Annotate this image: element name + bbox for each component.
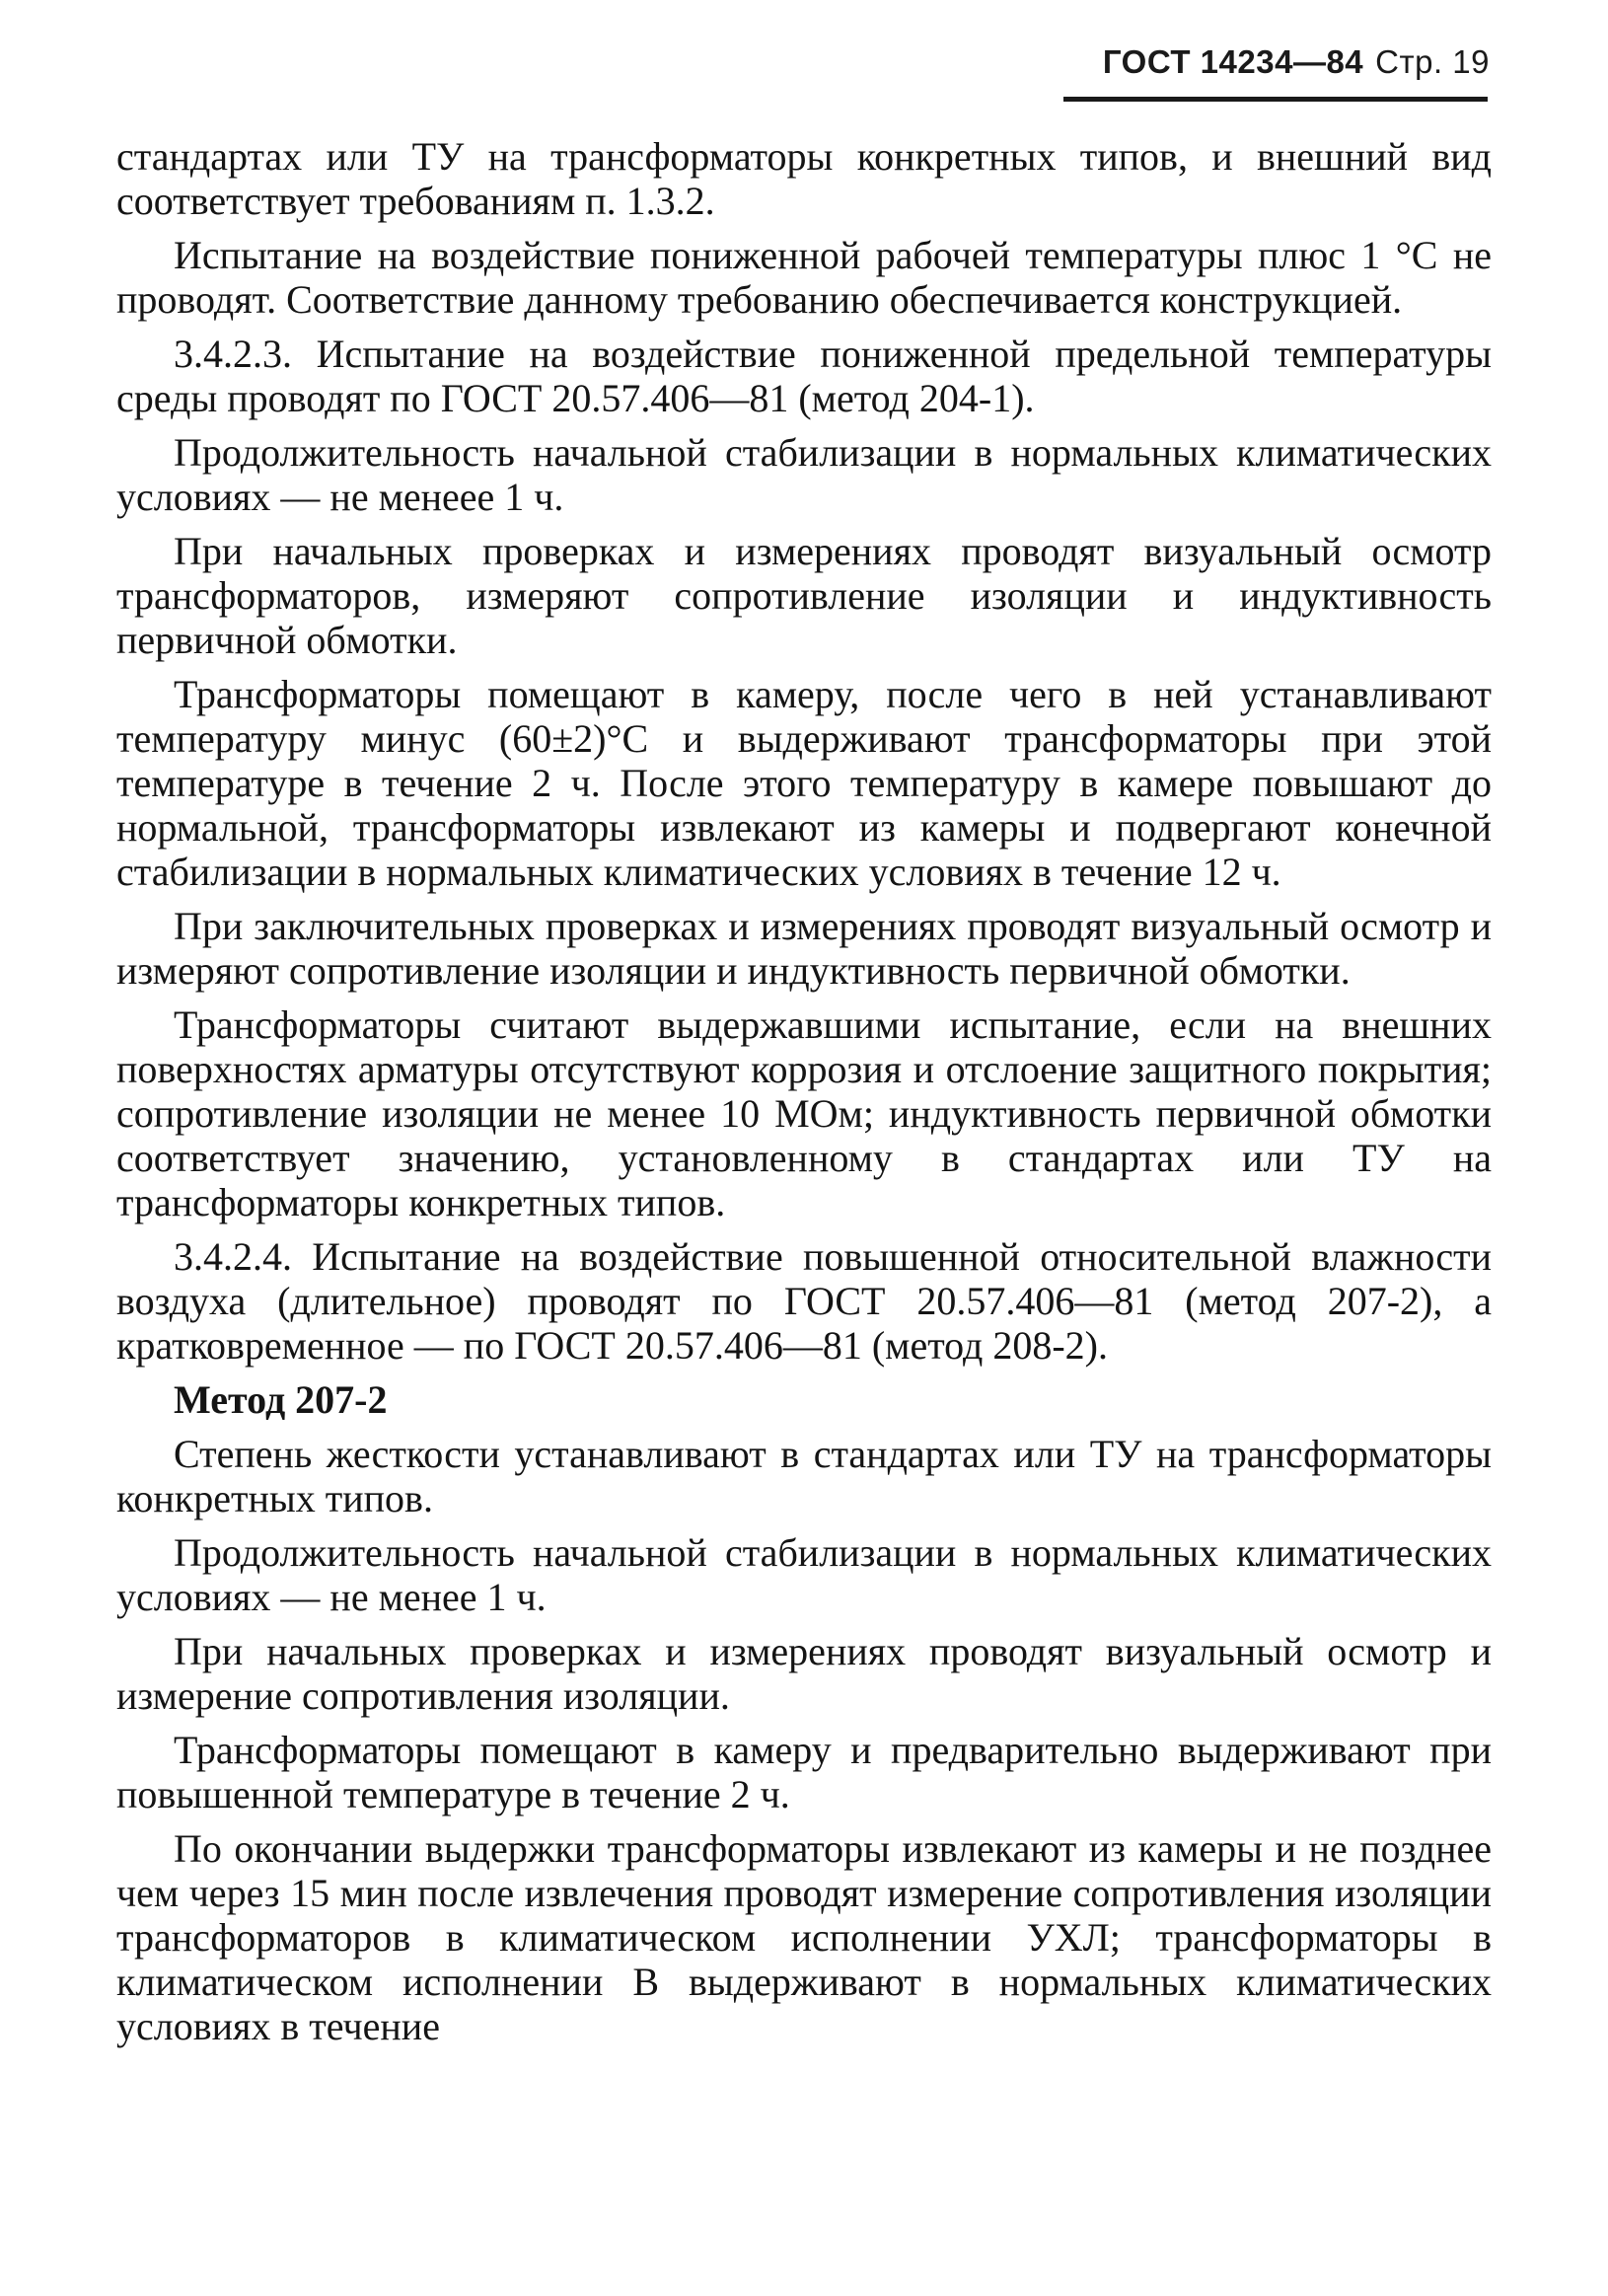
paragraph: Продолжительность начальной стабилизации в нормальных климатических условиях — не менеее 1 ч. bbox=[116, 430, 1492, 519]
paragraph: Испытание на воздействие пониженной рабочей температуры плюс 1 °С не проводят. Соответствие данному требованию обеспечивается конструкцией. bbox=[116, 233, 1492, 322]
paragraph: При заключительных проверках и измерениях проводят визуальный осмотр и измеряют сопротивление изоляции и индуктивность первичной обмотки. bbox=[116, 904, 1492, 993]
paragraph: 3.4.2.4. Испытание на воздействие повышенной относительной влажности воздуха (длительное) проводят по ГОСТ 20.57.406—81 (метод 207-2), а кратковременное — по ГОСТ 20.57.406—81 (метод 208-2). bbox=[116, 1234, 1492, 1368]
section-heading: Метод 207-2 bbox=[174, 1377, 388, 1422]
header-rule bbox=[1063, 97, 1488, 102]
paragraph: Трансформаторы считают выдержавшими испытание, если на внешних поверхностях арматуры отсутствуют коррозия и отслоение защитного покрытия; сопротивление изоляции не менее 10 МОм; индуктивность первичной обмотки соответствует значению, установленному в стандартах или ТУ на трансформаторы конкретных типов. bbox=[116, 1002, 1492, 1224]
paragraph: Трансформаторы помещают в камеру, после чего в ней устанавливают температуру минус (60±2)°С и выдерживают трансформаторы при этой температуре в течение 2 ч. После этого температуру в камере повышают до нормальной, трансформаторы извлекают из камеры и подвергают конечной стабилизации в нормальных климатических условиях в течение 12 ч. bbox=[116, 672, 1492, 894]
paragraph: 3.4.2.3. Испытание на воздействие пониженной предельной температуры среды проводят по ГОСТ 20.57.406—81 (метод 204-1). bbox=[116, 332, 1492, 420]
paragraph: По окончании выдержки трансформаторы извлекают из камеры и не позднее чем через 15 мин после извлечения проводят измерение сопротивления изоляции трансформаторов в климатическом исполнении УХЛ; трансформаторы в климатическом исполнении В выдерживают в нормальных климатических условиях в течение bbox=[116, 1826, 1492, 2048]
document-number: ГОСТ 14234—84 bbox=[1102, 43, 1364, 80]
paragraph: При начальных проверках и измерениях проводят визуальный осмотр трансформаторов, измеряют сопротивление изоляции и индуктивность первичной обмотки. bbox=[116, 529, 1492, 662]
document-body bbox=[116, 134, 1492, 2058]
paragraph: При начальных проверках и измерениях проводят визуальный осмотр и измерение сопротивления изоляции. bbox=[116, 1629, 1492, 1718]
paragraph: Степень жесткости устанавливают в стандартах или ТУ на трансформаторы конкретных типов. bbox=[116, 1432, 1492, 1520]
page-header bbox=[1103, 43, 1490, 81]
paragraph: стандартах или ТУ на трансформаторы конкретных типов, и внешний вид соответствует требованиям п. 1.3.2. bbox=[116, 134, 1492, 223]
page-number: Стр. 19 bbox=[1375, 43, 1490, 80]
paragraph: Трансформаторы помещают в камеру и предварительно выдерживают при повышенной температуре в течение 2 ч. bbox=[116, 1728, 1492, 1816]
paragraph: Продолжительность начальной стабилизации в нормальных климатических условиях — не менее 1 ч. bbox=[116, 1530, 1492, 1619]
